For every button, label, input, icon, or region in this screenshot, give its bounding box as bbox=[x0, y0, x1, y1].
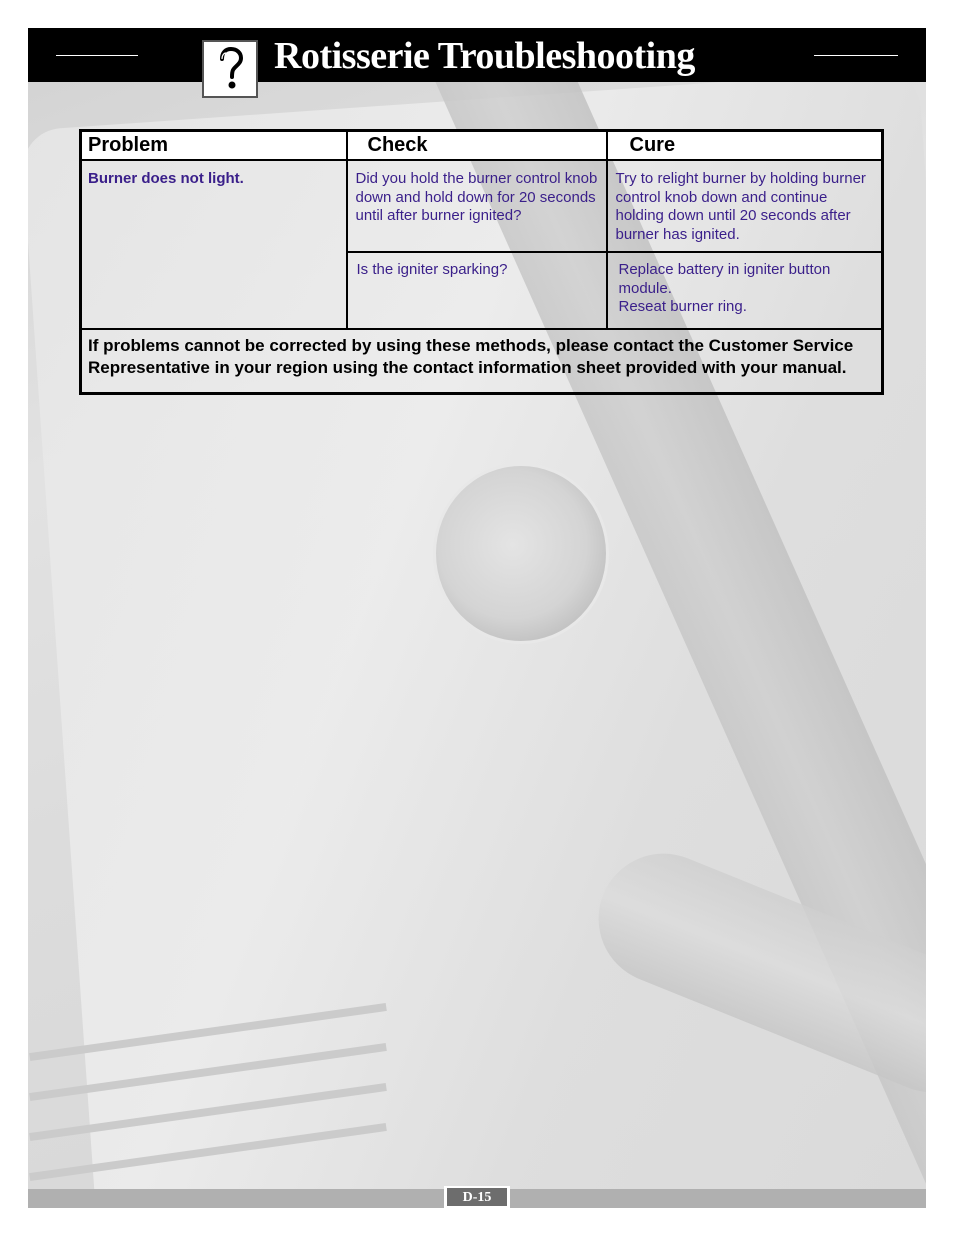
note-row bbox=[81, 329, 883, 394]
question-mark-glyph bbox=[215, 46, 245, 92]
cure-line: Replace battery in igniter button module. bbox=[618, 260, 831, 297]
thermometer-gauge-shape bbox=[433, 463, 609, 644]
column-header-problem: Problem bbox=[81, 131, 347, 161]
page-title: Rotisserie Troubleshooting bbox=[274, 35, 695, 77]
header-rule-left bbox=[56, 55, 138, 56]
column-header-check: Check bbox=[347, 131, 607, 161]
table-header-row bbox=[81, 131, 883, 161]
table-row bbox=[81, 160, 883, 252]
header-rule-right bbox=[814, 55, 898, 56]
page-number: D-15 bbox=[447, 1188, 507, 1206]
cure-cell bbox=[607, 252, 883, 329]
troubleshooting-table bbox=[79, 129, 884, 395]
cure-cell: Try to relight burner by holding burner control knob down and continue holding down until 20 seconds after burner has ignited. bbox=[607, 160, 883, 252]
check-cell: Did you hold the burner control knob down and hold down for 20 seconds until after burner ignited? bbox=[347, 160, 607, 252]
page-number-box bbox=[444, 1186, 510, 1208]
column-header-cure: Cure bbox=[607, 131, 883, 161]
check-cell: Is the igniter sparking? bbox=[347, 252, 607, 329]
cure-line: Reseat burner ring. bbox=[618, 298, 747, 316]
question-mark-icon bbox=[202, 40, 258, 98]
problem-cell: Burner does not light. bbox=[81, 160, 347, 329]
contact-note: If problems cannot be corrected by using these methods, please contact the Customer Service Representative in your region using the contact information sheet provided with your manual. bbox=[81, 329, 883, 394]
